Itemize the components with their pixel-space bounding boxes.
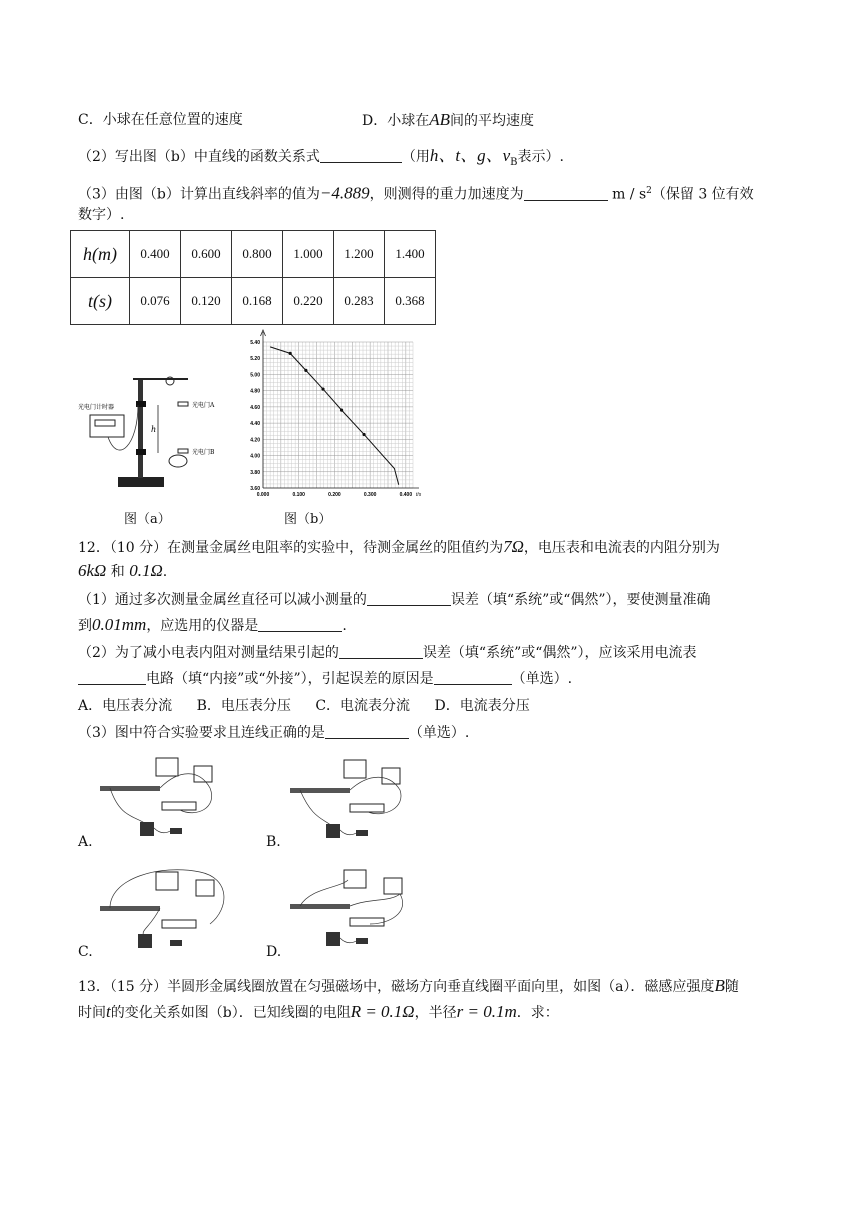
q13-line2: [78, 1002, 559, 1023]
q12-option-c: C．电流表分流: [315, 698, 411, 714]
q12-part1b-post: ，应选用的仪器是: [146, 618, 259, 634]
q11-part3-end: （保留 3 位有效: [651, 186, 754, 203]
table-row: [71, 231, 436, 278]
q11-part3: [78, 181, 754, 205]
table-cell: 0.400: [130, 231, 181, 278]
table-row: [71, 278, 436, 325]
circuit-figure-c: [100, 868, 220, 948]
q12-part1-blank[interactable]: [367, 591, 451, 606]
y-tick-label: 4.60: [250, 404, 260, 411]
q12-part1-text: （1）通过多次测量金属丝直径可以减小测量的: [78, 592, 367, 608]
q12-part3-blank[interactable]: [325, 724, 409, 739]
q12-part1-post: 误差（填“系统”或“偶然”），要使测量准确: [450, 592, 711, 608]
option-d-ab: AB: [429, 110, 451, 129]
x-axis-label: t/s: [416, 492, 422, 498]
q13-line2-pre: 时间: [78, 1005, 106, 1021]
q12-resistance: 7Ω: [503, 537, 524, 556]
q12-intro-text: 12．（10 分）在测量金属丝电阻率的实验中，待测金属丝的阻值约为: [78, 540, 504, 556]
table-cell: 0.220: [283, 278, 334, 325]
data-point: [321, 387, 324, 390]
option-c: C．小球在任意位置的速度: [78, 112, 243, 128]
circuit-figure-d: [290, 868, 410, 948]
option-d-prefix: D．小球在: [362, 113, 430, 129]
q13-line1: [78, 976, 739, 997]
timer-label: 光电门计时器: [78, 404, 115, 411]
y-tick-label: 3.60: [250, 486, 260, 492]
x-tick-label: 0.400: [399, 492, 413, 498]
table-cell: 0.600: [181, 231, 232, 278]
circuit-figure-a: [100, 758, 220, 838]
q11-part3-unit: m / s: [612, 186, 647, 203]
q13-r: r = 0.1m: [456, 1002, 517, 1021]
y-tick-label: 5.40: [250, 340, 260, 346]
circuit-label-a: A.: [78, 834, 93, 850]
q13-B: B: [714, 976, 725, 995]
y-tick-label: 5.20: [250, 356, 260, 363]
table-cell: 1.400: [385, 231, 436, 278]
q12-part1-line2: [78, 615, 347, 636]
q12-option-b: B．电压表分压: [196, 698, 291, 714]
q11-part3-sup: 2: [646, 186, 652, 196]
q11-part2-end: 表示）.: [517, 149, 564, 165]
q12-part1b-end: .: [342, 618, 347, 634]
q12-part2-text: （2）为了减小电表内阻对测量结果引起的: [78, 645, 339, 661]
circuit-figure-b: [290, 760, 410, 840]
q11-part2: [78, 146, 564, 173]
q12-part2-post: 误差（填“系统”或“偶然”），应该采用电流表: [422, 645, 697, 661]
q12-option-a: A．电压表分流: [78, 698, 173, 714]
q12-options: [78, 696, 530, 716]
y-tick-label: 5.00: [250, 372, 260, 379]
q12-intro: [78, 537, 720, 558]
table-cell: 1.000: [283, 231, 334, 278]
apparatus-figure: [78, 365, 215, 495]
table-cell: 0.283: [334, 278, 385, 325]
q12-part2b-end: （单选）.: [511, 671, 573, 687]
q12-part3-post: （单选）.: [408, 725, 470, 741]
q12-intro-post: ，电压表和电流表的内阻分别为: [523, 540, 720, 556]
q12-precision: 0.01mm: [92, 615, 147, 634]
table-cell: 0.368: [385, 278, 436, 325]
q11-part2-blank[interactable]: [320, 148, 402, 163]
table-cell: 0.120: [181, 278, 232, 325]
q11-part2-text: （2）写出图（b）中直线的函数关系式: [78, 149, 320, 165]
q12-intro-line2: [78, 561, 167, 582]
table-cell: 0.168: [232, 278, 283, 325]
gate-a-label: 光电门A: [192, 402, 215, 409]
base: [118, 477, 164, 487]
q12-option-d: D．电流表分压: [434, 698, 530, 714]
q13-line1-end: 随: [724, 979, 739, 995]
q12-part1: [78, 590, 711, 610]
q12-circuit-blank[interactable]: [78, 670, 146, 685]
q11-part3-mid: ，则测得的重力加速度为: [369, 186, 524, 203]
row-label-t: t(s): [71, 278, 130, 325]
q12-part1b-pre: 到: [78, 618, 92, 634]
option-d-suffix: 间的平均速度: [450, 113, 535, 129]
x-tick-label: 0.000: [256, 492, 270, 498]
q12-ammeter-r: 0.1Ω: [129, 561, 163, 580]
q13-line2-end: ．求：: [516, 1005, 559, 1021]
x-tick-label: 0.200: [328, 492, 341, 498]
h-label: h: [151, 425, 157, 434]
q12-period: .: [162, 564, 168, 580]
q12-part2: [78, 643, 697, 663]
q12-part2b-post: 电路（填“内接”或“外接”），引起误差的原因是: [146, 671, 434, 687]
q13-t: t: [106, 1002, 111, 1021]
figure-a-caption: 图（a）: [124, 512, 171, 527]
data-point: [304, 369, 307, 372]
q12-part3-text: （3）图中符合实验要求且连线正确的是: [78, 725, 325, 741]
q11-part3-continued: 数字）.: [78, 207, 125, 223]
q11-part2-vars: h、t、g、v: [429, 146, 511, 165]
q13-line2-mid2: ，半径: [414, 1005, 457, 1021]
q13-line2-mid: 的变化关系如图（b）．已知线圈的电阻: [110, 1005, 351, 1021]
circuit-label-b: B.: [266, 834, 281, 850]
q12-reason-blank[interactable]: [434, 670, 512, 685]
q12-and: 和: [110, 564, 125, 580]
y-tick-label: 3.80: [250, 469, 260, 476]
data-table: [70, 230, 436, 325]
table-cell: 0.076: [130, 278, 181, 325]
data-point: [289, 352, 292, 355]
gate-b-label: 光电门B: [192, 449, 215, 456]
data-point: [340, 409, 343, 412]
q13-R: R = 0.1Ω: [350, 1002, 415, 1021]
x-tick-label: 0.100: [292, 492, 305, 498]
y-tick-label: 4.80: [250, 388, 260, 395]
x-tick-label: 0.300: [363, 492, 377, 498]
row-label-h: h(m): [71, 231, 130, 278]
circuit-label-d: D.: [266, 944, 282, 960]
q12-voltmeter-r: 6kΩ: [78, 561, 107, 580]
q11-part2-sub: B: [510, 156, 518, 168]
table-cell: 0.800: [232, 231, 283, 278]
q12-instrument-blank[interactable]: [258, 617, 342, 632]
q11-part3-text: （3）由图（b）计算出直线斜率的值为: [78, 186, 320, 203]
circuit-label-c: C.: [78, 944, 93, 960]
q13-text: 13．（15 分）半圆形金属线圈放置在匀强磁场中，磁场方向垂直线圈平面向里，如图（a）．磁感应强度: [78, 979, 715, 995]
y-tick-label: 4.00: [250, 453, 260, 460]
option-d: [362, 110, 534, 131]
graph-b: [238, 328, 423, 503]
y-tick-label: 4.20: [250, 437, 260, 444]
figure-b-caption: 图（b）: [284, 512, 332, 527]
stand-rod: [138, 380, 143, 478]
table-cell: 1.200: [334, 231, 385, 278]
q11-part3-blank[interactable]: [524, 186, 608, 201]
y-tick-label: 4.40: [250, 421, 260, 428]
q11-part2-mid: （用: [401, 149, 430, 165]
q12-part2-blank[interactable]: [339, 644, 423, 659]
q12-part3: [78, 723, 469, 743]
q12-part2-line2: [78, 669, 572, 689]
q11-slope-value: −4.889: [319, 183, 370, 203]
data-point: [362, 433, 365, 436]
